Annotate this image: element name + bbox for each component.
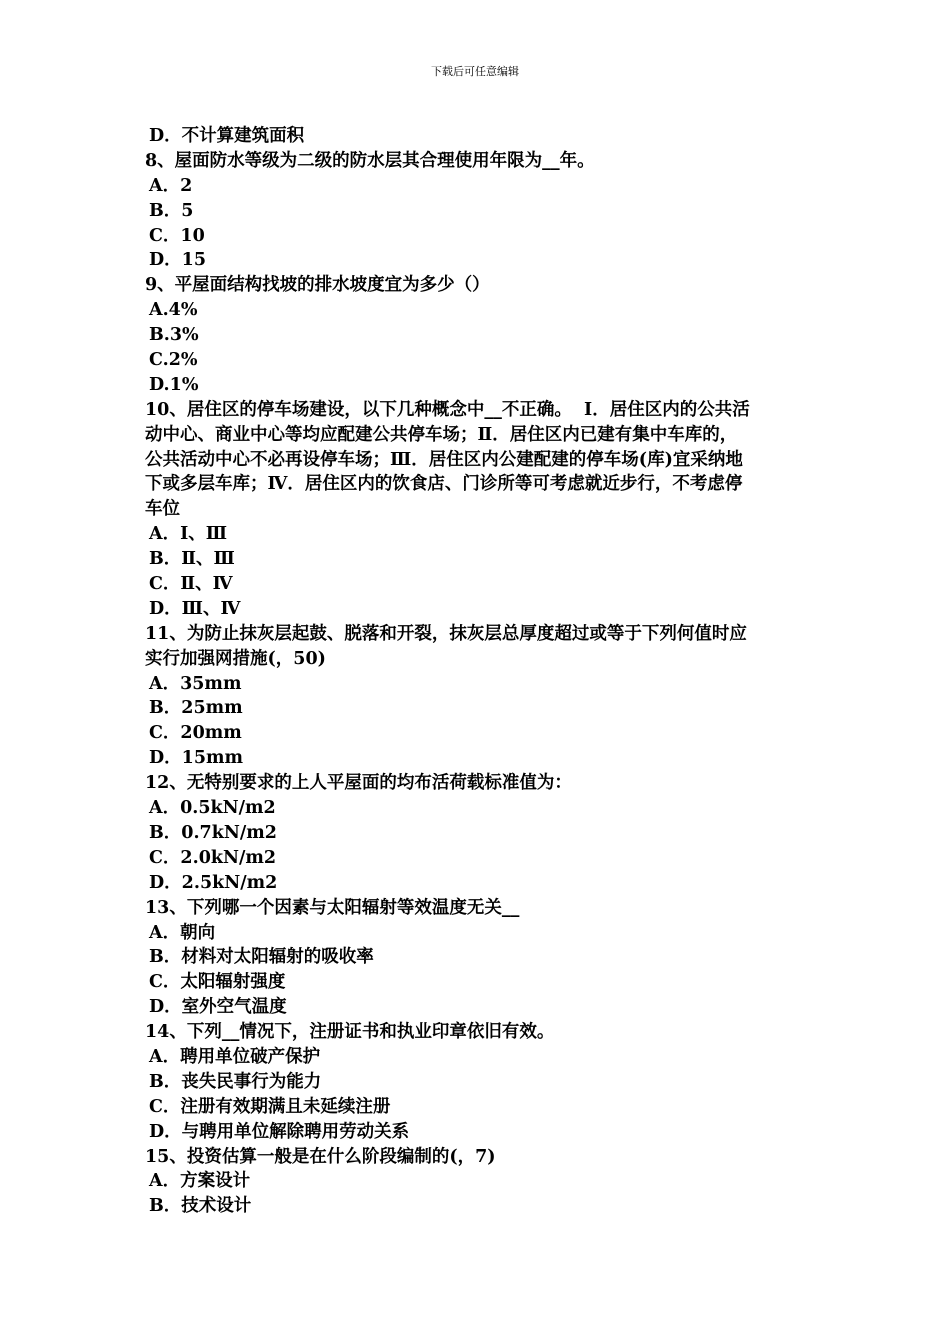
- question-text: 15、投资估算一般是在什么阶段编制的(，7): [145, 1146, 496, 1167]
- answer-option: A．朝向: [149, 922, 216, 943]
- answer-option: B．0.7kN/m2: [149, 822, 277, 843]
- document-body: [145, 124, 810, 1219]
- answer-option: D．15mm: [149, 748, 244, 769]
- question-text: 动中心、商业中心等均应配建公共停车场；Ⅱ．居住区内已建有集中车库的，: [145, 424, 738, 445]
- answer-option: C．注册有效期满且未延续注册: [149, 1096, 391, 1117]
- question-text: 实行加强网措施(，50): [145, 648, 326, 669]
- answer-option: C．20mm: [149, 723, 242, 744]
- answer-option: D．2.5kN/m2: [149, 872, 278, 893]
- answer-option: C.2%: [149, 350, 198, 371]
- answer-option: A.4%: [149, 300, 198, 321]
- answer-option: B．25mm: [149, 698, 243, 719]
- answer-option: A．聘用单位破产保护: [149, 1046, 321, 1067]
- question-text: 9、平屋面结构找坡的排水坡度宜为多少（）: [145, 275, 490, 296]
- answer-option: D．不计算建筑面积: [149, 126, 305, 146]
- answer-option: D．室外空气温度: [149, 997, 287, 1018]
- question-text: 公共活动中心不必再设停车场；Ⅲ．居住区内公建配建的停车场(库)宜采纳地: [145, 449, 743, 470]
- answer-option: B.3%: [149, 325, 199, 346]
- answer-option: C．太阳辐射强度: [149, 972, 286, 993]
- answer-option: B．5: [149, 200, 194, 221]
- question-text: 下或多层车库；Ⅳ．居住区内的饮食店、门诊所等可考虑就近步行，不考虑停: [145, 474, 743, 495]
- answer-option: D．15: [149, 250, 207, 271]
- answer-option: A．Ⅰ、Ⅲ: [149, 524, 228, 545]
- question-text: 10、居住区的停车场建设，以下几种概念中__不正确。 Ⅰ．居住区内的公共活: [145, 399, 750, 420]
- answer-option: B．技术设计: [149, 1196, 252, 1217]
- question-text: 14、下列__情况下，注册证书和执业印章依旧有效。: [145, 1022, 555, 1043]
- answer-option: C．Ⅱ、Ⅳ: [149, 574, 233, 595]
- question-text: 13、下列哪一个因素与太阳辐射等效温度无关__: [145, 897, 520, 918]
- question-text: 车位: [145, 499, 180, 520]
- answer-option: B．丧失民事行为能力: [149, 1071, 322, 1092]
- question-text: 11、为防止抹灰层起鼓、脱落和开裂，抹灰层总厚度超过或等于下列何值时应: [145, 623, 747, 644]
- answer-option: A．2: [149, 175, 193, 196]
- question-text: 12、无特别要求的上人平屋面的均布活荷载标准值为：: [145, 773, 572, 794]
- page-header: 下载后可任意编辑: [431, 65, 519, 78]
- answer-option: A．0.5kN/m2: [149, 798, 276, 819]
- answer-option: A．35mm: [149, 673, 242, 694]
- answer-option: C．10: [149, 225, 205, 246]
- answer-option: D．与聘用单位解除聘用劳动关系: [149, 1121, 410, 1142]
- answer-option: D.1%: [149, 374, 199, 395]
- answer-option: D．Ⅲ、Ⅳ: [149, 598, 241, 619]
- answer-option: A．方案设计: [149, 1171, 251, 1192]
- answer-option: B．Ⅱ、Ⅲ: [149, 549, 235, 570]
- answer-option: B．材料对太阳辐射的吸收率: [149, 947, 374, 968]
- question-text: 8、屋面防水等级为二级的防水层其合理使用年限为__年。: [145, 150, 595, 171]
- answer-option: C．2.0kN/m2: [149, 847, 277, 868]
